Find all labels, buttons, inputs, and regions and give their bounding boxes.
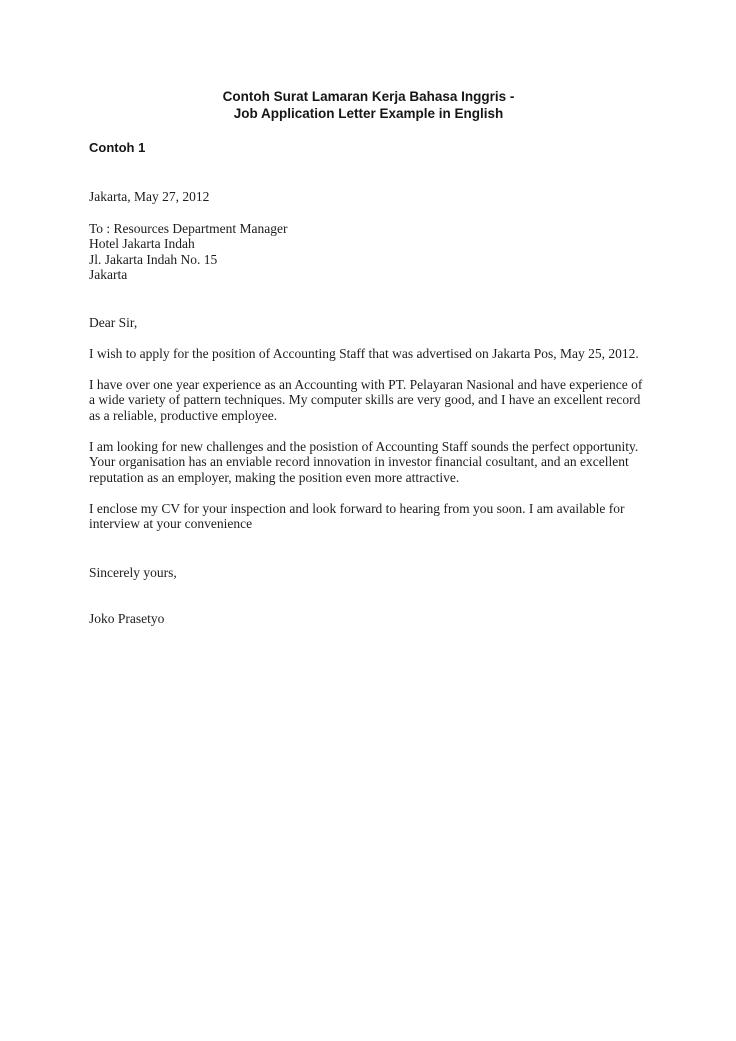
document-title-line-2: Job Application Letter Example in English bbox=[233, 106, 504, 121]
salutation: Dear Sir, bbox=[89, 314, 138, 330]
example-label: Contoh 1 bbox=[89, 140, 146, 155]
signature-name: Joko Prasetyo bbox=[89, 611, 165, 626]
letter-paragraph: I have over one year experience as an Accounting with PT. Pelayaran Nasional and have experience of a wide variety of pattern techniques. My computer skills are very good, and I have an excellent record as a reliable, productive employee. bbox=[89, 376, 643, 423]
document-title bbox=[89, 88, 648, 122]
recipient-line: Hotel Jakarta Indah bbox=[89, 236, 195, 251]
recipient-line: Jl. Jakarta Indah No. 15 bbox=[89, 251, 218, 267]
document-title-line-1: Contoh Surat Lamaran Kerja Bahasa Inggris - bbox=[222, 89, 515, 104]
letter-date-line: Jakarta, May 27, 2012 bbox=[89, 189, 210, 204]
letter-paragraph: I enclose my CV for your inspection and look forward to hearing from you soon. I am available for interview at your convenience bbox=[89, 500, 625, 531]
recipient-address-block bbox=[89, 221, 648, 283]
letter-paragraph: I am looking for new challenges and the posistion of Accounting Staff sounds the perfect opportunity. Your organisation has an enviable record innovation in investor financial cosultant, and an excellent reputation as an employer, making the position even more attractive. bbox=[89, 438, 639, 485]
letter-paragraph: I wish to apply for the position of Accounting Staff that was advertised on Jakarta Pos, May 25, 2012. bbox=[89, 345, 639, 361]
letter-body bbox=[89, 189, 648, 627]
recipient-line: To : Resources Department Manager bbox=[89, 220, 288, 236]
recipient-line: Jakarta bbox=[89, 267, 128, 282]
closing-phrase: Sincerely yours, bbox=[89, 564, 177, 580]
